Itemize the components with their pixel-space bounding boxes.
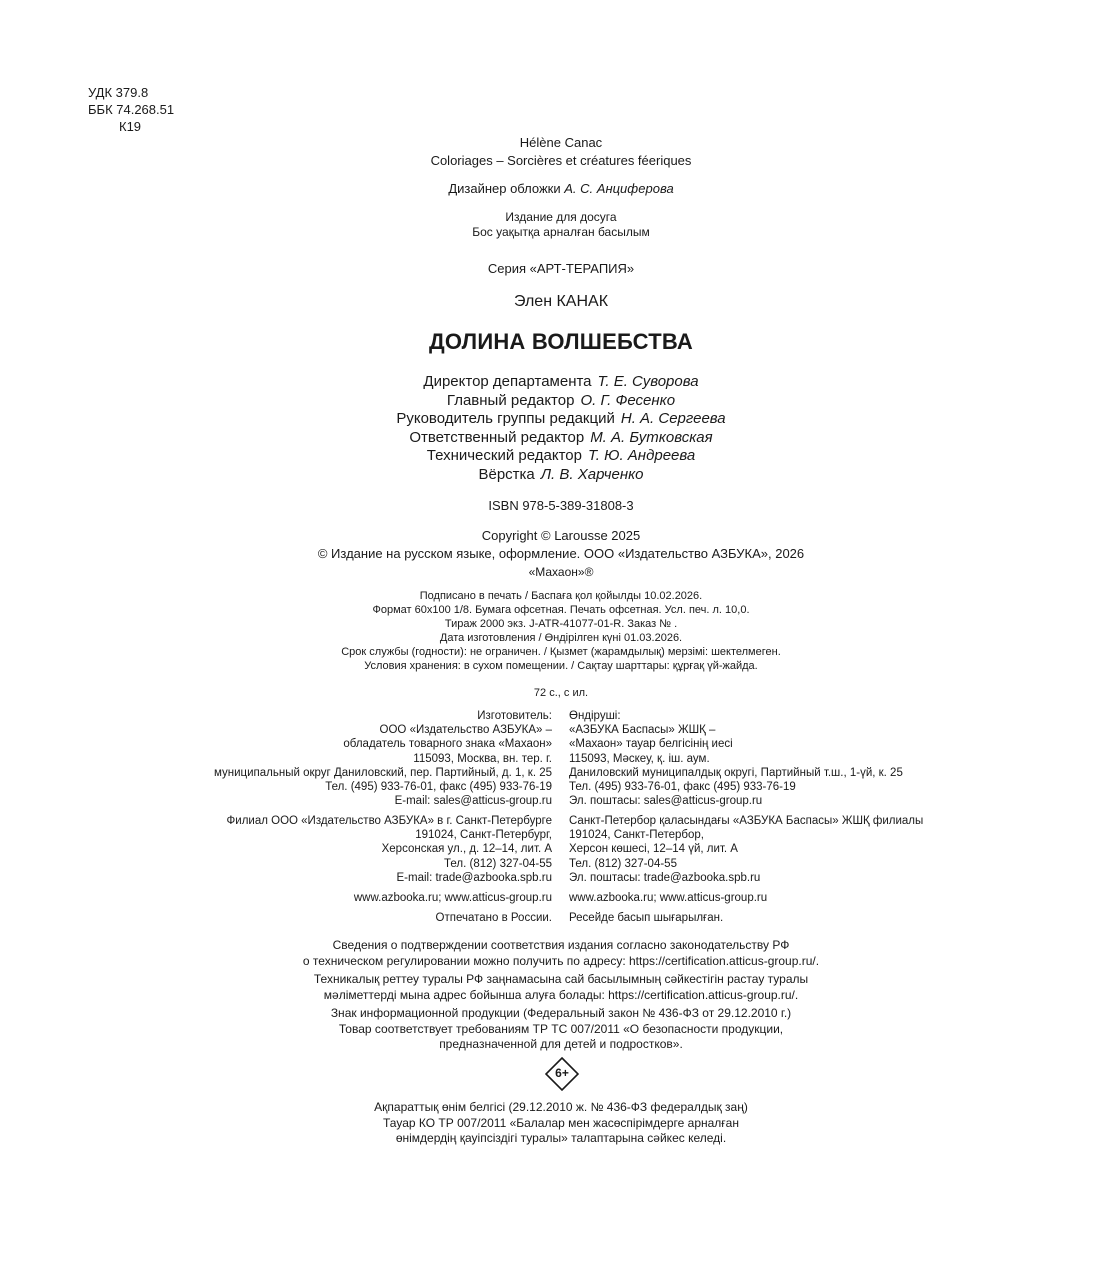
manufacturer-ru-line: 115093, Москва, вн. тер. г.: [413, 752, 552, 765]
manufacturer-block: [0, 709, 1100, 808]
original-author: Hélène Canac: [519, 135, 603, 150]
author-name: Элен КАНАК: [513, 293, 609, 310]
staff-row: [0, 447, 1100, 466]
edition-type: [0, 210, 1100, 240]
certification-kz-line: Техникалық реттеу туралы РФ заңнамасына сай басылымның сәйкестігін растау туралы: [313, 972, 809, 986]
branch-kz-line: 191024, Санкт-Петербор,: [569, 829, 704, 842]
age-rating-label: 6+: [555, 1066, 569, 1080]
branch-kz-line: Санкт-Петербор қаласындағы «АЗБУКА Баспасы» ЖШҚ филиалы: [569, 815, 924, 827]
staff-list: [0, 373, 1100, 484]
staff-name: Т. Ю. Андреева: [587, 447, 696, 464]
edition-type-ru: Издание для досуга: [505, 210, 617, 224]
book-title: ДОЛИНА ВОЛШЕБСТВА: [429, 329, 693, 354]
branch-ru-email: E-mail: trade@azbooka.spb.ru: [396, 871, 552, 884]
certification-kz: [0, 972, 1100, 1003]
copyright-russian: © Издание на русском языке, оформление. ООО «Издательство АЗБУКА», 2026: [317, 546, 805, 561]
isbn: ISBN 978-5-389-31808-3: [488, 498, 634, 513]
branch-ru-line: 191024, Санкт-Петербург,: [415, 829, 552, 842]
info-sign-kz-line: өнімдердің қауіпсіздігі туралы» талаптарына сәйкес келеді.: [395, 1131, 727, 1145]
staff-name: Т. Е. Суворова: [597, 373, 699, 390]
author-mark: К19: [119, 119, 142, 134]
websites-kz: www.azbooka.ru; www.atticus-group.ru: [569, 892, 768, 905]
series-name: Серия «АРТ-ТЕРАПИЯ»: [487, 261, 635, 276]
print-info-line: Тираж 2000 экз. J-ATR-41077-01-R. Заказ № .: [444, 618, 678, 630]
manufacturer-kz-line: «АЗБУКА Баспасы» ЖШҚ –: [569, 724, 716, 737]
branch-kz-line: Тел. (812) 327-04-55: [569, 857, 677, 870]
branch-ru-line: Филиал ООО «Издательство АЗБУКА» в г. Санкт-Петербурге: [226, 815, 552, 827]
print-info: [0, 589, 1100, 673]
udk-code: УДК 379.8: [88, 85, 149, 100]
certification-kz-line: мәліметтерді мына адрес бойынша алуға болады: https://certification.atticus-group.ru/.: [323, 987, 799, 1002]
info-sign-ru-line: предназначенной для детей и подростков».: [439, 1037, 683, 1051]
print-info-line: Формат 60x100 1/8. Бумага офсетная. Печать офсетная. Усл. печ. л. 10,0.: [372, 604, 750, 616]
page-count: 72 с., с ил.: [533, 687, 589, 699]
staff-row: [0, 466, 1100, 485]
copyright-original: Copyright © Larousse 2025: [481, 528, 641, 543]
branch-ru-line: Тел. (812) 327-04-55: [444, 857, 552, 870]
manufacturer-ru-line: обладатель товарного знака «Махаон»: [343, 738, 552, 751]
manufacturer-ru-line: Изготовитель:: [477, 710, 552, 722]
original-title: Coloriages – Sorcières et créatures féeriques: [430, 153, 692, 168]
manufacturer-kz-line: Өндіруші:: [569, 710, 621, 722]
branch-ru-line: Херсонская ул., д. 12–14, лит. А: [381, 843, 552, 856]
copyright-block: [0, 527, 1100, 581]
info-sign-ru-line: Знак информационной продукции (Федеральный закон № 436-ФЗ от 29.12.2010 г.): [330, 1006, 792, 1020]
staff-row: [0, 373, 1100, 392]
staff-name: О. Г. Фесенко: [580, 391, 676, 409]
print-info-line: Дата изготовления / Өндірілген күні 01.03.2026.: [439, 632, 683, 644]
info-sign-kz-line: Ақпараттық өнім белгісі (29.12.2010 ж. № 436-ФЗ федералдық заң): [374, 1100, 748, 1114]
info-sign-kz-line: Тауар КО ТР 007/2011 «Балалар мен жасөспірімдерге арналған: [383, 1115, 739, 1130]
classification-codes: [88, 84, 174, 135]
printed-in-ru: Отпечатано в России.: [435, 912, 552, 925]
manufacturer-ru-line: Тел. (495) 933-76-01, факс (495) 933-76-19: [325, 781, 552, 794]
print-info-line: Срок службы (годности): не ограничен. / Қызмет (жарамдылық) мерзімі: шектелмеген.: [341, 646, 781, 658]
staff-role: Ответственный редактор: [409, 428, 585, 446]
print-info-line: Условия хранения: в сухом помещении. / Сақтау шарттары: құрғақ үй-жайда.: [364, 660, 758, 672]
bbk-code: ББК 74.268.51: [88, 102, 175, 117]
manufacturer-kz-line: 115093, Мәскеу, қ. іш. аум.: [569, 752, 710, 765]
printed-in-kz: Ресейде басып шығарылған.: [569, 912, 724, 925]
staff-role: Главный редактор: [446, 391, 575, 409]
websites-ru: www.azbooka.ru; www.atticus-group.ru: [353, 892, 552, 905]
staff-role: Директор департамента: [423, 373, 592, 390]
edition-type-kz: Бос уақытқа арналған басылым: [472, 225, 650, 239]
staff-row: [0, 392, 1100, 411]
staff-row: [0, 410, 1100, 429]
cover-designer: [0, 180, 1100, 198]
staff-name: Н. А. Сергеева: [620, 410, 726, 427]
branch-kz-line: Херсон көшесі, 12–14 үй, лит. А: [569, 843, 738, 856]
manufacturer-kz-email: Эл. поштасы: sales@atticus-group.ru: [569, 795, 763, 808]
manufacturer-kz-line: «Махаон» тауар белгісінің иесі: [569, 738, 733, 751]
trademark: «Махаон»®: [528, 565, 594, 579]
age-rating-badge: [545, 1057, 579, 1091]
original-edition: [0, 134, 1100, 170]
info-sign-ru: [0, 1006, 1100, 1053]
info-sign-kz: [0, 1100, 1100, 1147]
staff-role: Руководитель группы редакций: [396, 410, 615, 427]
branch-kz-email: Эл. поштасы: trade@azbooka.spb.ru: [569, 871, 761, 884]
staff-name: М. А. Бутковская: [590, 428, 713, 446]
certification-ru-line: о техническом регулировании можно получить по адресу: https://certification.atticus-group.ru/.: [302, 953, 820, 968]
manufacturer-kz-line: Даниловский муниципалдық округі, Партийный т.ш., 1-үй, к. 25: [569, 766, 903, 779]
manufacturer-ru-email: E-mail: sales@atticus-group.ru: [394, 795, 552, 808]
staff-role: Технический редактор: [426, 447, 582, 464]
manufacturer-ru-line: ООО «Издательство АЗБУКА» –: [379, 724, 552, 737]
cover-designer-name: А. С. Анциферова: [564, 181, 674, 196]
staff-name: Л. В. Харченко: [540, 465, 644, 483]
info-sign-ru-line: Товар соответствует требованиям ТР ТС 007/2011 «О безопасности продукции,: [338, 1021, 784, 1036]
cover-designer-label: Дизайнер обложки: [448, 181, 561, 196]
staff-row: [0, 429, 1100, 448]
print-info-line: Подписано в печать / Баспаға қол қойылды 10.02.2026.: [419, 590, 703, 602]
certification-ru-line: Сведения о подтверждении соответствия издания согласно законодательству РФ: [332, 938, 790, 952]
manufacturer-kz-line: Тел. (495) 933-76-01, факс (495) 933-76-19: [569, 781, 796, 794]
staff-role: Вёрстка: [478, 465, 535, 483]
branch-block: [0, 814, 1100, 925]
certification-ru: [0, 938, 1100, 969]
manufacturer-ru-line: муниципальный округ Даниловский, пер. Партийный, д. 1, к. 25: [213, 766, 552, 779]
